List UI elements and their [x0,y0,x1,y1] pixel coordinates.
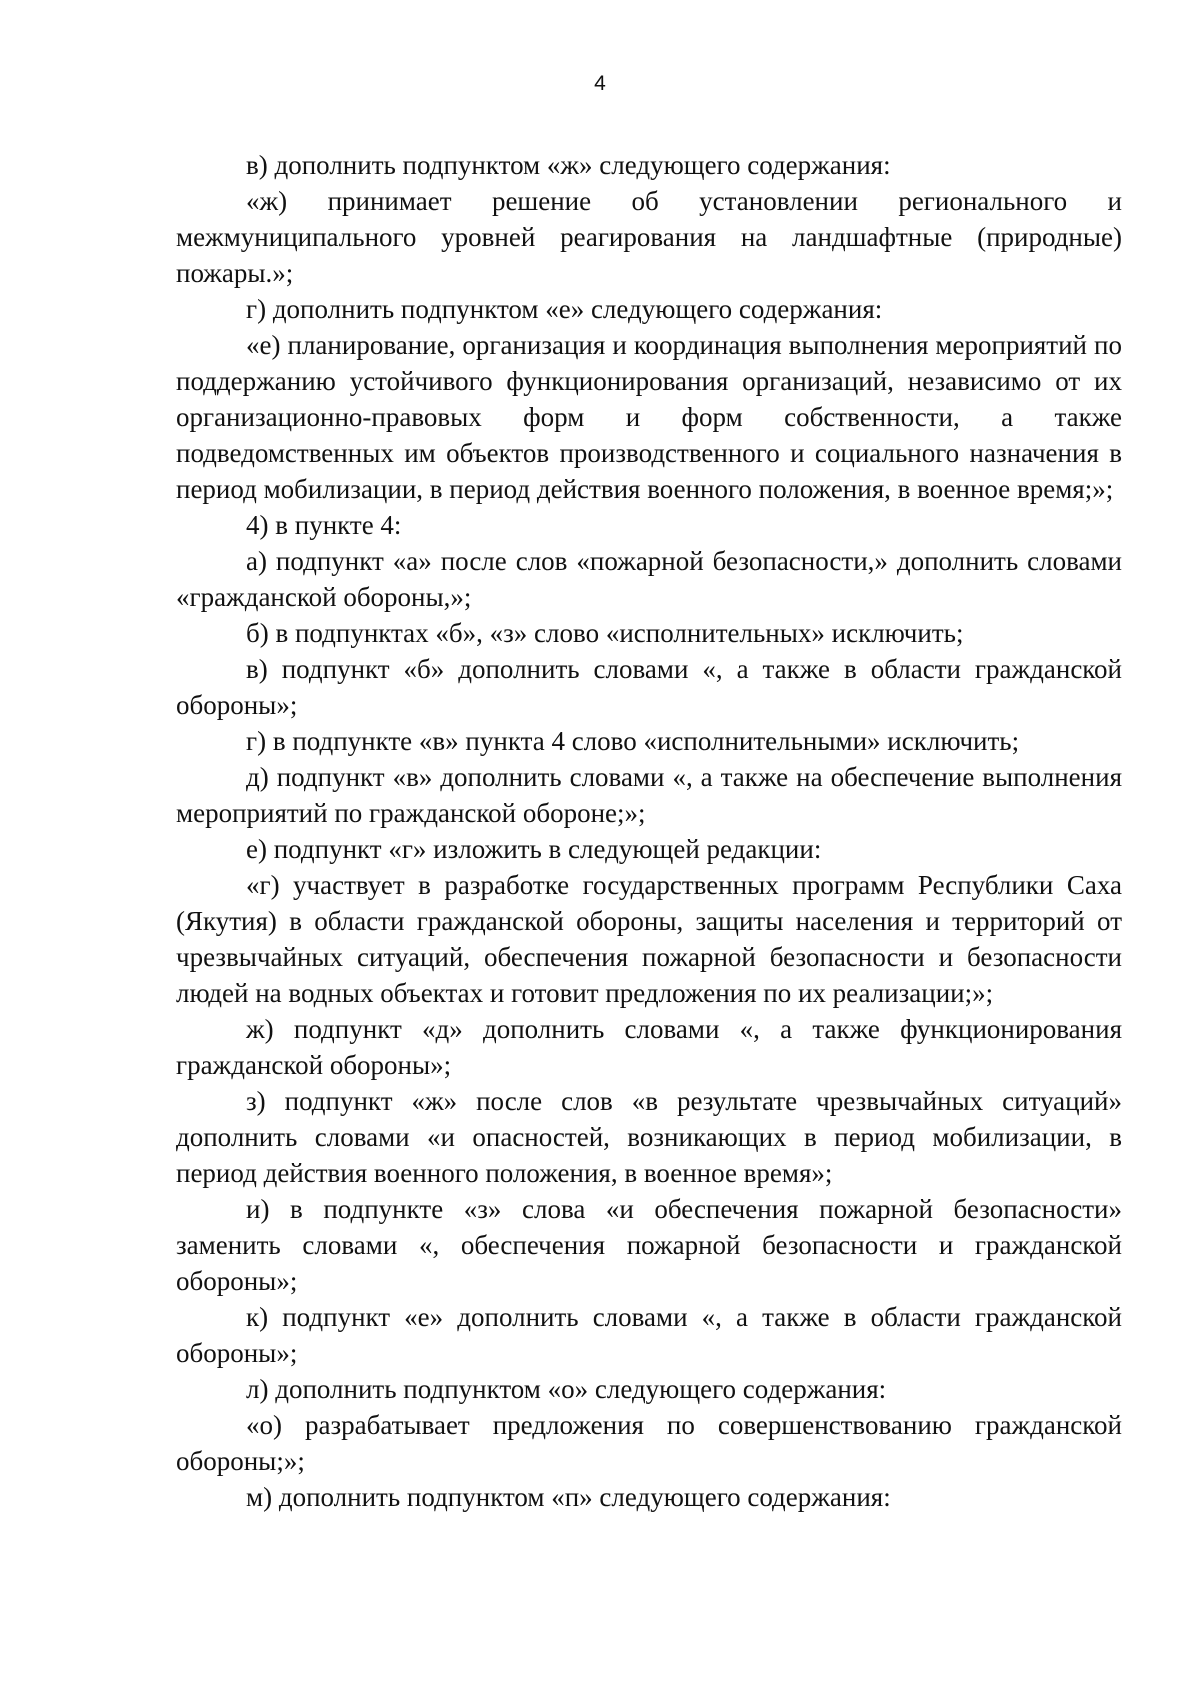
paragraph: г) в подпункте «в» пункта 4 слово «исполнительными» исключить; [246,726,1020,756]
paragraph: д) подпункт «в» дополнить словами «, а также на обеспечение выполнения мероприятий по гражданской обороне;»; [176,762,1122,828]
paragraph: и) в подпункте «з» слова «и обеспечения пожарной безопасности» заменить словами «, обеспечения пожарной безопасности и гражданской обороны»; [176,1194,1122,1296]
paragraph: «е) планирование, организация и координация выполнения мероприятий по поддержанию устойчивого функционирования организаций, независимо от их организационно-правовых форм и форм собственности, а также подведомственных им объектов производственного и социального назначения в период мобилизации, в период действия военного положения, в военное время;»; [176,330,1122,504]
paragraph: 4) в пункте 4: [246,510,402,540]
paragraph: к) подпункт «е» дополнить словами «, а также в области гражданской обороны»; [176,1302,1122,1368]
paragraph: л) дополнить подпунктом «о» следующего содержания: [246,1374,887,1404]
document-body [176,147,1122,1515]
paragraph: з) подпункт «ж» после слов «в результате чрезвычайных ситуаций» дополнить словами «и опасностей, возникающих в период мобилизации, в период действия военного положения, в военное время»; [176,1086,1122,1188]
paragraph: а) подпункт «а» после слов «пожарной безопасности,» дополнить словами «гражданской обороны,»; [176,546,1122,612]
paragraph: б) в подпунктах «б», «з» слово «исполнительных» исключить; [246,618,964,648]
page-number: 4 [594,72,606,95]
paragraph: «г) участвует в разработке государственных программ Республики Саха (Якутия) в области гражданской обороны, защиты населения и территорий от чрезвычайных ситуаций, обеспечения пожарной безопасности и безопасности людей на водных объектах и готовит предложения по их реализации;»; [176,870,1122,1008]
paragraph: «о) разрабатывает предложения по совершенствованию гражданской обороны;»; [176,1410,1122,1476]
paragraph: е) подпункт «г» изложить в следующей редакции: [246,834,822,864]
paragraph: «ж) принимает решение об установлении регионального и межмуниципального уровней реагирования на ландшафтные (природные) пожары.»; [176,186,1122,288]
paragraph: ж) подпункт «д» дополнить словами «, а также функционирования гражданской обороны»; [176,1014,1122,1080]
paragraph: в) подпункт «б» дополнить словами «, а также в области гражданской обороны»; [176,654,1122,720]
paragraph: м) дополнить подпунктом «п» следующего содержания: [246,1482,891,1512]
paragraph: в) дополнить подпунктом «ж» следующего содержания: [246,150,891,180]
paragraph: г) дополнить подпунктом «е» следующего содержания: [246,294,883,324]
